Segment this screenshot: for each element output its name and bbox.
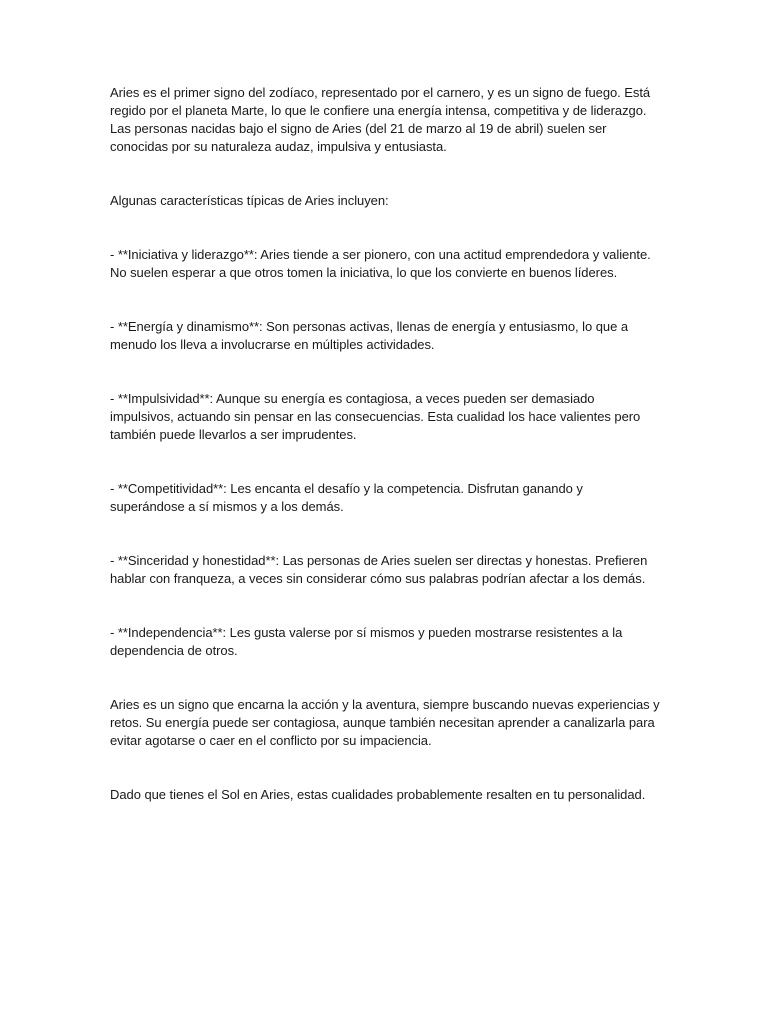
trait-impulsivity-paragraph: - **Impulsividad**: Aunque su energía es contagiosa, a veces pueden ser demasiado impulsivos, actuando sin pensar en las consecuencias. Esta cualidad los hace valientes pero también puede llevarlos a ser imprudentes. <box>110 391 641 442</box>
traits-heading-paragraph: Algunas características típicas de Aries incluyen: <box>110 193 389 208</box>
trait-independence-paragraph: - **Independencia**: Les gusta valerse por sí mismos y pueden mostrarse resistentes a la dependencia de otros. <box>110 625 623 658</box>
trait-competitiveness-paragraph: - **Competitividad**: Les encanta el desafío y la competencia. Disfrutan ganando y superándose a sí mismos y a los demás. <box>110 481 583 514</box>
summary-paragraph: Aries es un signo que encarna la acción y la aventura, siempre buscando nuevas experiencias y retos. Su energía puede ser contagiosa, aunque también necesitan aprender a canalizarla para evitar agotarse o caer en el conflicto por su impaciencia. <box>110 697 660 748</box>
trait-sincerity-paragraph: - **Sinceridad y honestidad**: Las personas de Aries suelen ser directas y honestas. Prefieren hablar con franqueza, a veces sin considerar cómo sus palabras podrían afectar a los demás. <box>110 553 648 586</box>
intro-paragraph: Aries es el primer signo del zodíaco, representado por el carnero, y es un signo de fuego. Está regido por el planeta Marte, lo que le confiere una energía intensa, competitiva y de liderazgo. Las personas nacidas bajo el signo de Aries (del 21 de marzo al 19 de abril) suelen ser conocidas por su naturaleza audaz, impulsiva y entusiasta. <box>110 85 651 154</box>
trait-initiative-paragraph: - **Iniciativa y liderazgo**: Aries tiende a ser pionero, con una actitud emprendedora y valiente. No suelen esperar a que otros tomen la iniciativa, lo que los convierte en buenos líderes. <box>110 247 651 280</box>
trait-energy-paragraph: - **Energía y dinamismo**: Son personas activas, llenas de energía y entusiasmo, lo que a menudo los lleva a involucrarse en múltiples actividades. <box>110 319 629 352</box>
closing-paragraph: Dado que tienes el Sol en Aries, estas cualidades probablemente resalten en tu personalidad. <box>110 787 646 802</box>
